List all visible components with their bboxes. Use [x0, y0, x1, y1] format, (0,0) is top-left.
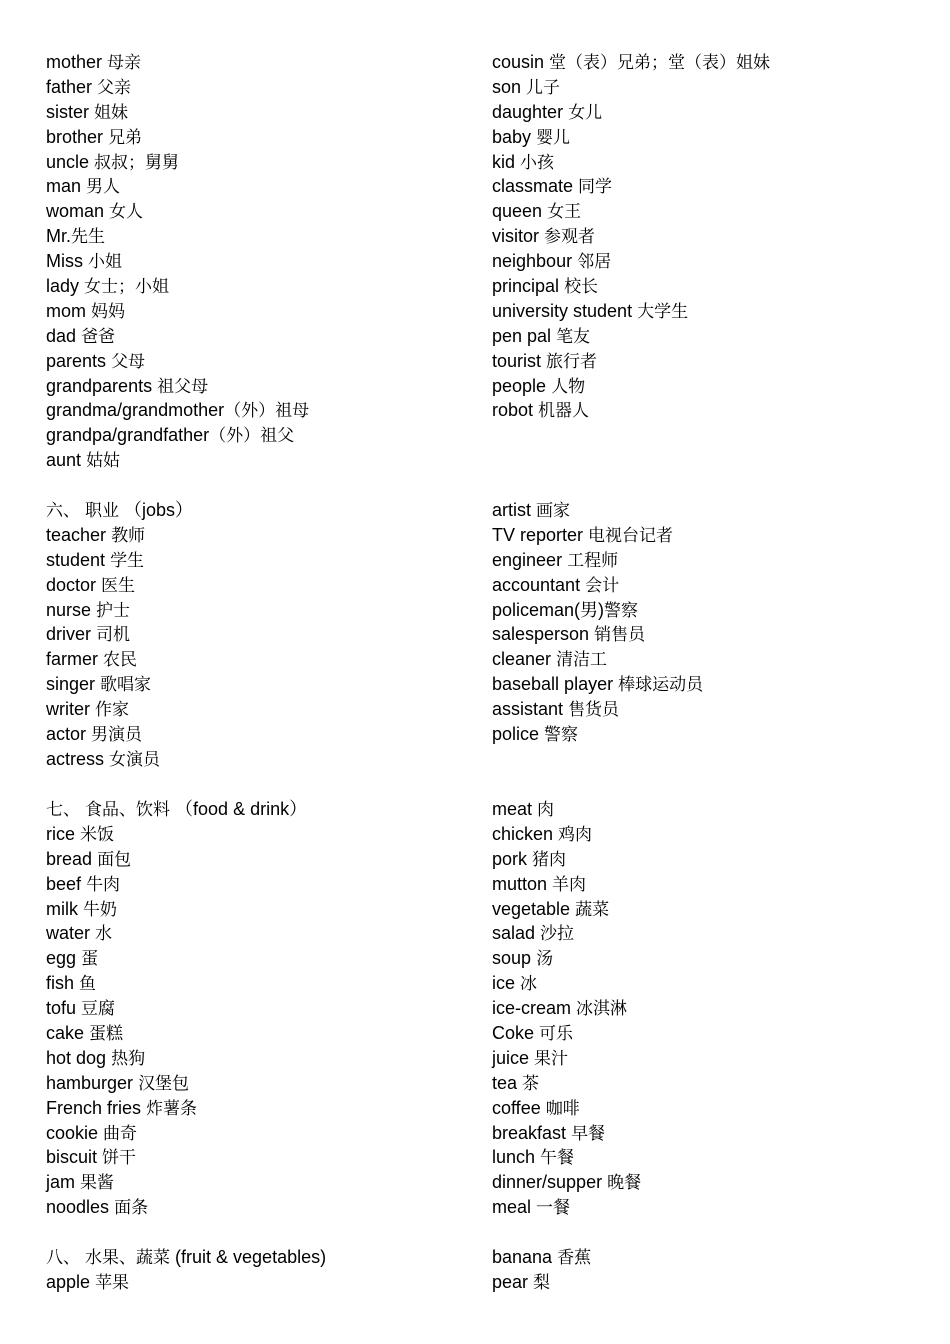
section-heading: 八、 水果、蔬菜 (fruit & vegetables) [46, 1247, 327, 1268]
vocab-entry: kid 小孩 [492, 151, 555, 173]
vocab-entry: man 男人 [46, 176, 121, 198]
vocab-entry: meat 肉 [492, 799, 555, 820]
vocab-entry: breakfast 早餐 [492, 1122, 606, 1144]
vocab-entry: tea 茶 [492, 1072, 540, 1094]
vocab-entry: milk 牛奶 [46, 898, 118, 920]
vocab-entry: brother 兄弟 [46, 126, 143, 148]
vocab-entry: singer 歌唱家 [46, 674, 152, 696]
vocab-entry: actress 女演员 [46, 748, 161, 770]
vocab-entry: fish 鱼 [46, 973, 97, 995]
vocab-entry: Coke 可乐 [492, 1023, 574, 1045]
vocab-entry: biscuit 饼干 [46, 1147, 137, 1169]
vocab-entry: bread 面包 [46, 848, 132, 870]
vocab-entry: pork 猪肉 [492, 848, 567, 870]
vocab-entry: student 学生 [46, 549, 145, 571]
vocab-entry: doctor 医生 [46, 574, 136, 596]
vocab-entry: mom 妈妈 [46, 300, 126, 322]
vocab-entry: principal 校长 [492, 276, 599, 298]
vocab-entry: beef 牛肉 [46, 873, 121, 895]
vocab-entry: neighbour 邻居 [492, 251, 612, 273]
vocab-entry: teacher 教师 [46, 524, 146, 546]
vocab-entry: sister 姐妹 [46, 101, 129, 123]
vocab-entry: farmer 农民 [46, 649, 138, 671]
vocab-entry: ice 冰 [492, 973, 538, 995]
right-column [492, 1245, 922, 1295]
vocab-entry: woman 女人 [46, 201, 144, 223]
vocab-entry: police 警察 [492, 724, 579, 746]
vocab-entry: French fries 炸薯条 [46, 1097, 198, 1119]
vocab-entry: cleaner 清洁工 [492, 649, 608, 671]
vocab-entry: hamburger 汉堡包 [46, 1072, 190, 1094]
vocab-entry: father 父亲 [46, 76, 132, 98]
vocab-entry: salad 沙拉 [492, 923, 575, 945]
vocab-entry: assistant 售货员 [492, 699, 620, 721]
vocab-entry: queen 女王 [492, 201, 582, 223]
section-heading: 七、 食品、饮料 （food & drink） [46, 799, 308, 820]
vocab-entry: grandpa/grandfather（外）祖父 [46, 425, 295, 447]
vocab-entry: coffee 咖啡 [492, 1097, 580, 1119]
vocab-entry: water 水 [46, 923, 113, 945]
vocab-entry: Miss 小姐 [46, 251, 123, 273]
vocab-entry: chicken 鸡肉 [492, 823, 593, 845]
vocab-entry: pear 梨 [492, 1271, 551, 1293]
vocab-entry: tourist 旅行者 [492, 350, 598, 372]
vocab-entry: artist 画家 [492, 500, 571, 521]
vocab-entry: rice 米饭 [46, 823, 115, 845]
vocab-entry: noodles 面条 [46, 1197, 149, 1219]
left-column [46, 797, 476, 1220]
vocab-entry: juice 果汁 [492, 1047, 569, 1069]
vocab-entry: grandma/grandmother（外）祖母 [46, 400, 310, 422]
left-column [46, 1245, 476, 1295]
vocab-entry: lady 女士；小姐 [46, 276, 170, 298]
vocab-entry: policeman(男)警察 [492, 599, 639, 621]
vocab-entry: apple 苹果 [46, 1271, 130, 1293]
vocab-entry: mutton 羊肉 [492, 873, 587, 895]
right-column [492, 50, 922, 423]
vocab-entry: soup 汤 [492, 948, 554, 970]
section-heading: 六、 职业 （jobs） [46, 500, 194, 521]
vocab-entry: driver 司机 [46, 624, 131, 646]
vocab-entry: pen pal 笔友 [492, 325, 591, 347]
left-column [46, 498, 476, 772]
vocab-entry: Mr.先生 [46, 226, 105, 248]
right-column [492, 797, 922, 1220]
vocab-entry: engineer 工程师 [492, 549, 619, 571]
vocab-entry: baseball player 棒球运动员 [492, 674, 704, 696]
vocab-entry: lunch 午餐 [492, 1147, 575, 1169]
vocab-entry: egg 蛋 [46, 948, 99, 970]
vocab-entry: salesperson 销售员 [492, 624, 646, 646]
vocab-entry: meal 一餐 [492, 1197, 571, 1219]
vocab-entry: uncle 叔叔；舅舅 [46, 151, 180, 173]
vocab-entry: vegetable 蔬菜 [492, 898, 610, 920]
vocab-entry: jam 果酱 [46, 1172, 115, 1194]
vocab-entry: dinner/supper 晚餐 [492, 1172, 642, 1194]
vocab-entry: son 儿子 [492, 76, 561, 98]
vocab-entry: parents 父母 [46, 350, 146, 372]
vocab-entry: baby 婴儿 [492, 126, 571, 148]
vocab-entry: cousin 堂（表）兄弟；堂（表）姐妹 [492, 52, 771, 73]
vocab-entry: cookie 曲奇 [46, 1122, 138, 1144]
vocab-entry: accountant 会计 [492, 574, 620, 596]
vocab-entry: hot dog 热狗 [46, 1047, 146, 1069]
vocab-entry: nurse 护士 [46, 599, 131, 621]
vocab-entry: tofu 豆腐 [46, 998, 116, 1020]
vocab-entry: mother 母亲 [46, 52, 142, 73]
vocab-entry: dad 爸爸 [46, 325, 116, 347]
vocab-entry: daughter 女儿 [492, 101, 603, 123]
vocab-entry: university student 大学生 [492, 300, 689, 322]
vocab-entry: TV reporter 电视台记者 [492, 524, 674, 546]
vocab-entry: aunt 姑姑 [46, 450, 121, 472]
vocab-entry: grandparents 祖父母 [46, 375, 209, 397]
vocab-entry: classmate 同学 [492, 176, 613, 198]
vocab-entry: robot 机器人 [492, 400, 590, 422]
vocab-entry: ice-cream 冰淇淋 [492, 998, 628, 1020]
vocab-entry: writer 作家 [46, 699, 130, 721]
vocab-entry: people 人物 [492, 375, 586, 397]
vocab-entry: banana 香蕉 [492, 1247, 592, 1268]
vocab-entry: actor 男演员 [46, 724, 143, 746]
vocab-entry: cake 蛋糕 [46, 1023, 124, 1045]
left-column [46, 50, 476, 473]
vocab-entry: visitor 参观者 [492, 226, 596, 248]
right-column [492, 498, 922, 747]
